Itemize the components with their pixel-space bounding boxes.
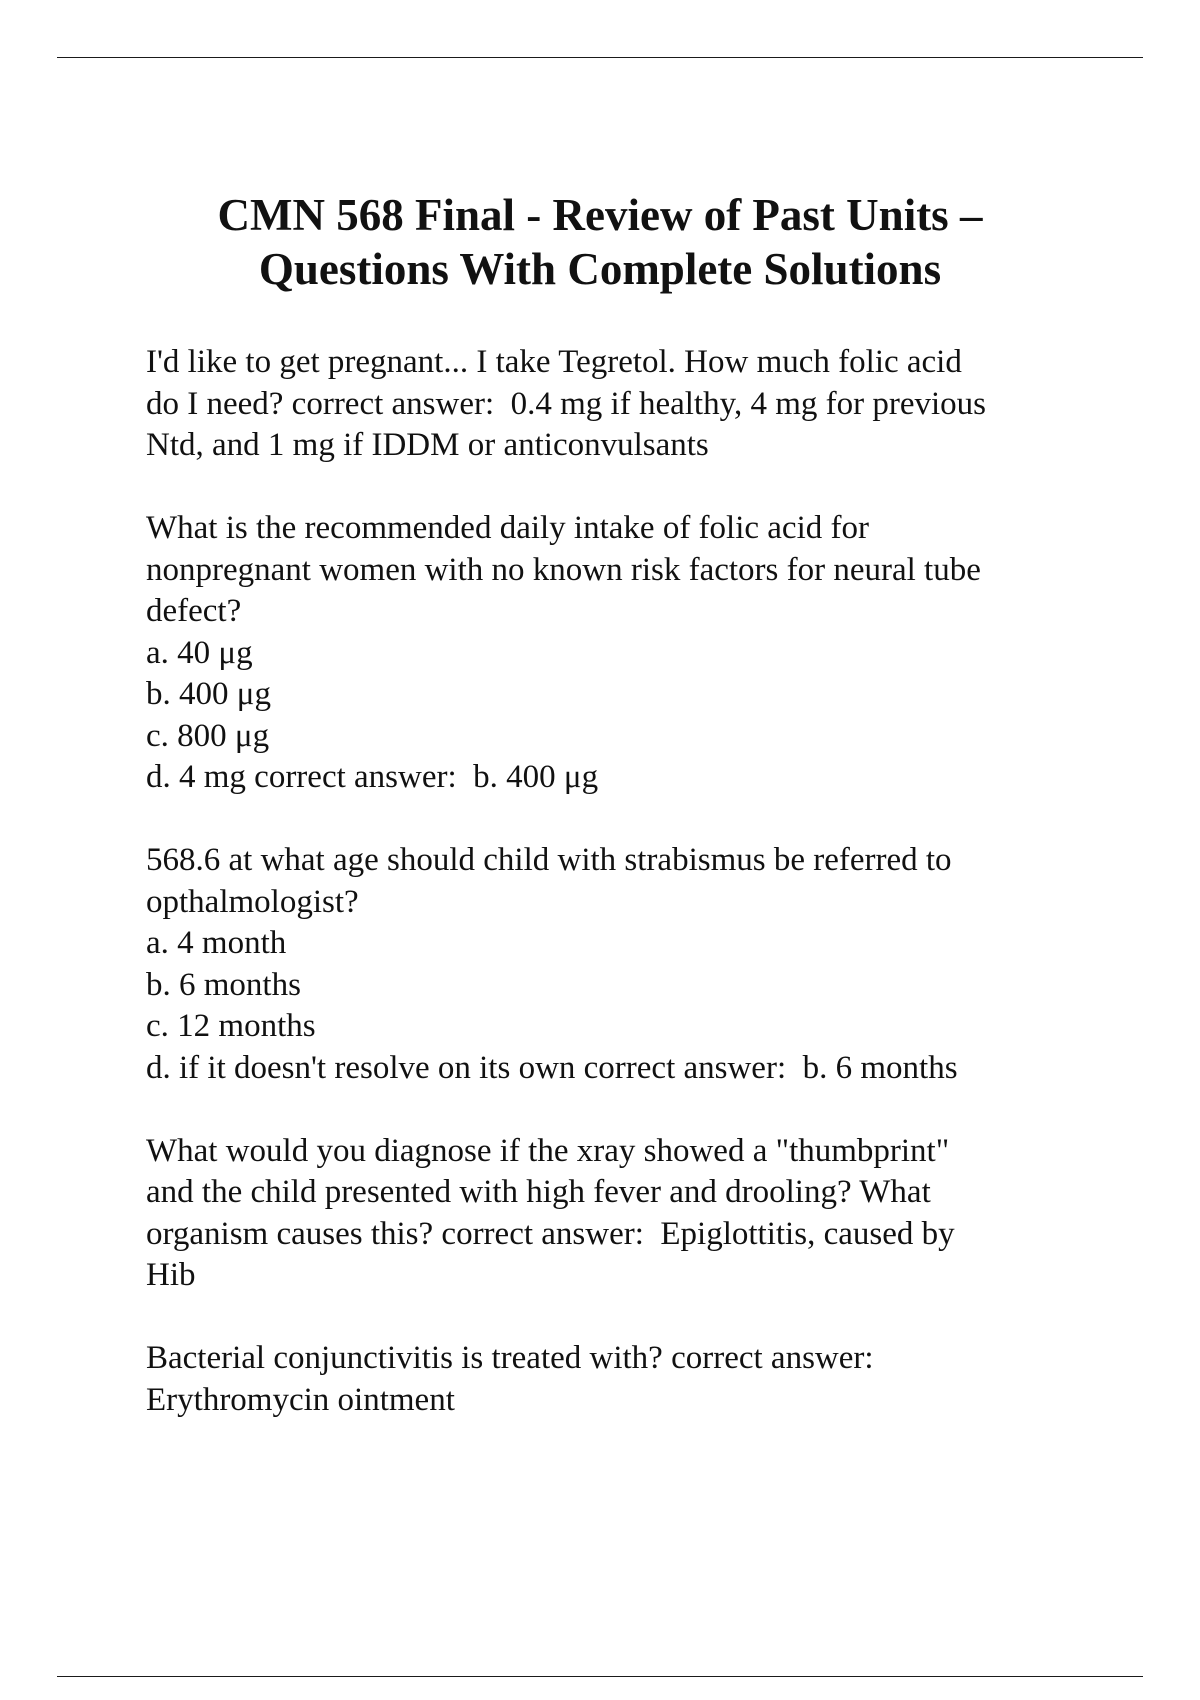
qa-line: What would you diagnose if the xray showed a "thumbprint" — [146, 1132, 950, 1169]
bottom-rule — [57, 1676, 1143, 1677]
title-line-1: CMN 568 Final - Review of Past Units – — [217, 190, 983, 240]
top-rule — [57, 57, 1143, 58]
qa-line: I'd like to get pregnant... I take Tegretol. How much folic acid — [146, 344, 962, 380]
qa-option: d. if it doesn't resolve on its own correct answer: b. 6 months — [146, 1049, 958, 1086]
qa-item-strabismus-referral — [146, 840, 1106, 1089]
qa-line: What is the recommended daily intake of folic acid for — [146, 510, 869, 546]
qa-option: a. 4 month — [146, 925, 287, 961]
qa-item-epiglottitis — [146, 1131, 1106, 1297]
qa-line: and the child presented with high fever and drooling? What — [146, 1174, 931, 1210]
qa-option: a. 40 μg — [146, 634, 253, 671]
qa-line: Ntd, and 1 mg if IDDM or anticonvulsants — [146, 427, 709, 463]
qa-option: c. 12 months — [146, 1008, 316, 1044]
qa-option: b. 6 months — [146, 966, 301, 1003]
qa-line: organism causes this? correct answer: Epiglottitis, caused by — [146, 1215, 955, 1252]
qa-line: Hib — [146, 1257, 196, 1293]
qa-line: defect? — [146, 593, 242, 629]
qa-line: nonpregnant women with no known risk factors for neural tube — [146, 551, 981, 588]
qa-line: do I need? correct answer: 0.4 mg if healthy, 4 mg for previous — [146, 385, 987, 422]
qa-line: opthalmologist? — [146, 883, 359, 920]
qa-line: 568.6 at what age should child with strabismus be referred to — [146, 842, 952, 878]
qa-option: d. 4 mg correct answer: b. 400 μg — [146, 759, 599, 795]
title-line-2: Questions With Complete Solutions — [258, 244, 942, 294]
qa-option: c. 800 μg — [146, 717, 270, 754]
qa-item-bacterial-conjunctivitis — [146, 1338, 1106, 1421]
qa-item-folic-acid-tegretol — [146, 342, 1106, 467]
document-body — [146, 342, 1106, 1463]
qa-line: Bacterial conjunctivitis is treated with? correct answer: — [146, 1340, 874, 1376]
document-title — [100, 188, 1100, 296]
qa-option: b. 400 μg — [146, 676, 271, 712]
qa-line: Erythromycin ointment — [146, 1381, 455, 1418]
qa-item-folic-acid-daily-intake — [146, 508, 1106, 799]
